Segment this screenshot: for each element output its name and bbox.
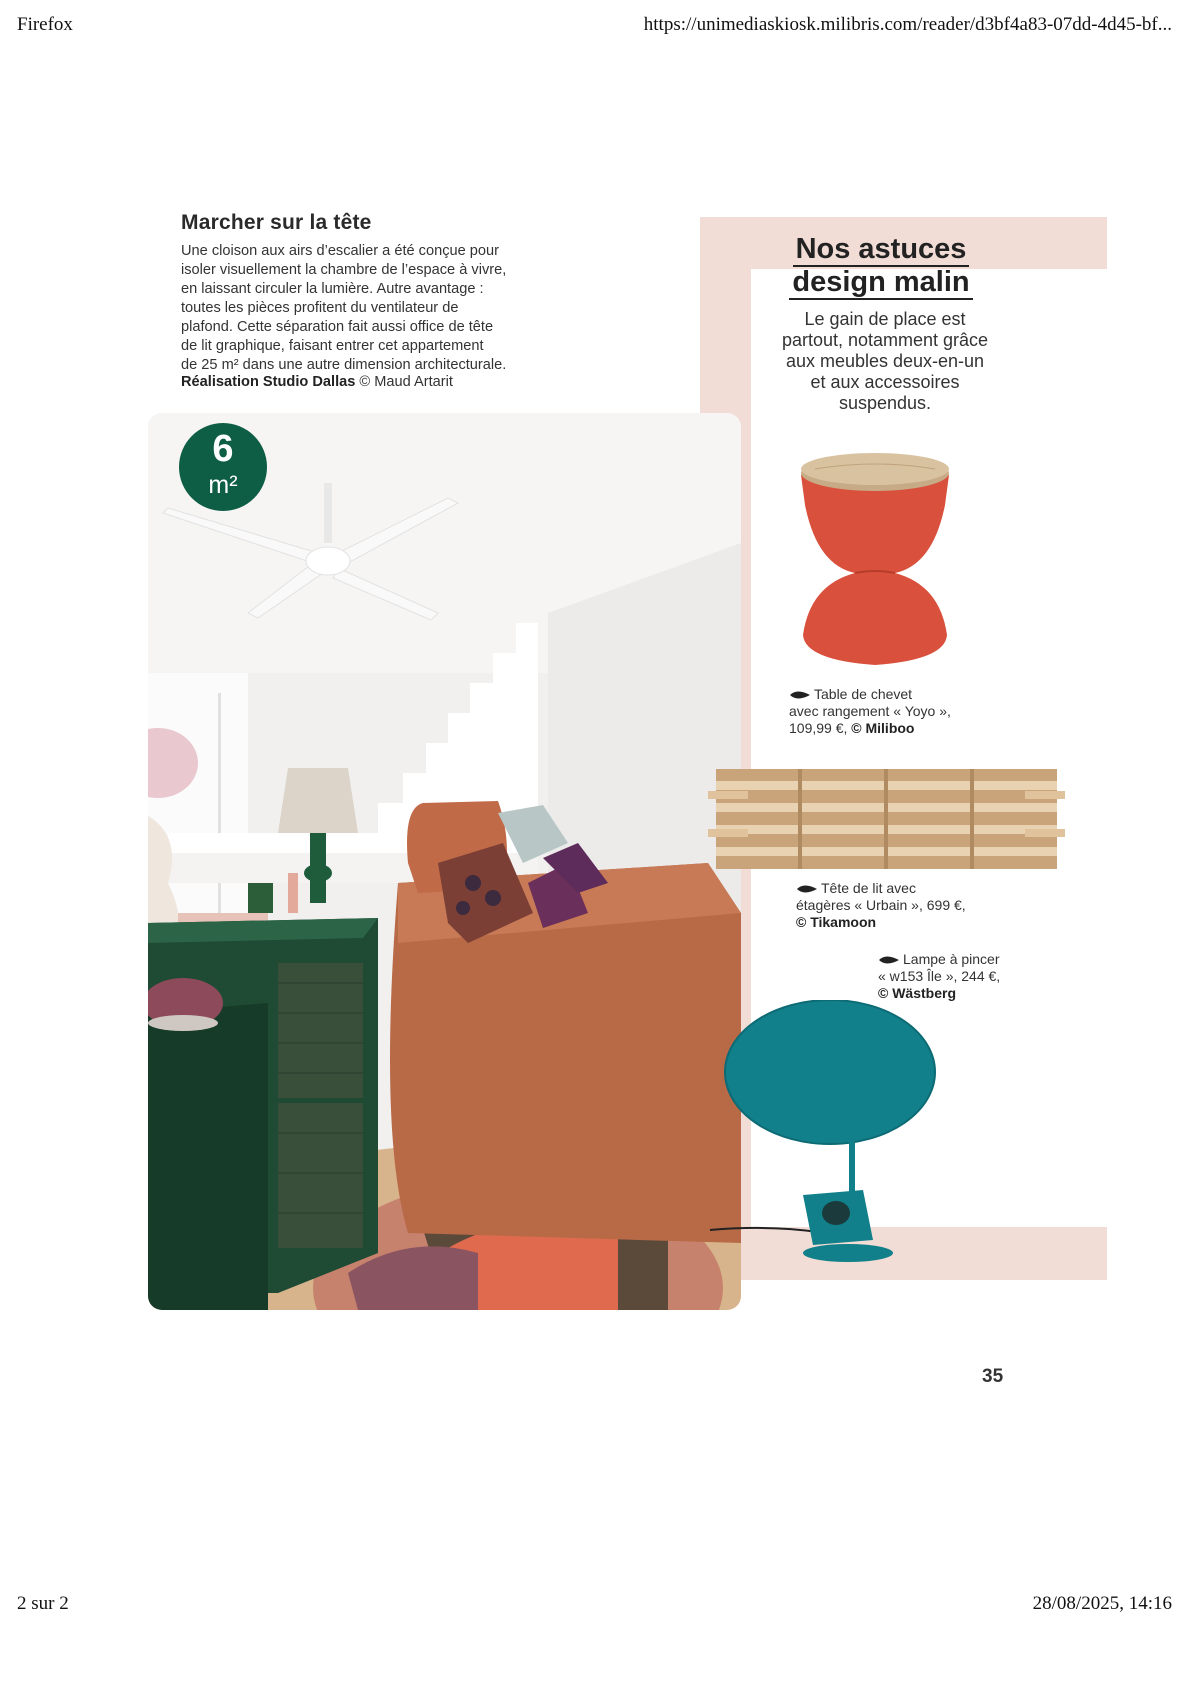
caption-line: Table de chevet bbox=[814, 686, 913, 702]
bedroom-illustration bbox=[148, 413, 741, 1310]
surface-badge bbox=[179, 423, 267, 511]
bedside-table-image bbox=[795, 445, 955, 675]
page-number: 35 bbox=[982, 1366, 1004, 1387]
browser-url: https://unimediaskiosk.milibris.com/reader/d3bf4a83-07dd-4d45-bf... bbox=[643, 14, 1172, 35]
headboard-image bbox=[708, 769, 1065, 869]
sidebar-intro bbox=[755, 309, 1015, 414]
lamp-caption bbox=[878, 951, 1048, 1002]
caption-line: « w153 Île », 244 €, bbox=[878, 968, 1001, 984]
sidebar-title-line: design malin bbox=[789, 267, 972, 300]
clamp-lamp-image bbox=[708, 1000, 958, 1265]
caption-credit: © Miliboo bbox=[851, 720, 915, 736]
headboard-caption bbox=[796, 880, 1006, 931]
intro-line: Le gain de place est bbox=[804, 309, 966, 329]
article-credit bbox=[181, 374, 453, 390]
leaf-bullet-icon bbox=[789, 689, 811, 701]
badge-number: 6 bbox=[212, 428, 234, 470]
article-body-line: Une cloison aux airs d’escalier a été conçue pour bbox=[181, 243, 499, 259]
bedroom-photo bbox=[148, 413, 741, 1310]
article-body bbox=[181, 242, 581, 375]
sidebar-title-line: Nos astuces bbox=[793, 234, 970, 267]
caption-price: 109,99 €, bbox=[789, 720, 852, 736]
article-title: Marcher sur la tête bbox=[181, 211, 372, 234]
browser-app-name: Firefox bbox=[17, 14, 73, 35]
caption-line: étagères « Urbain », 699 €, bbox=[796, 897, 966, 913]
bedside-table-caption bbox=[789, 686, 989, 737]
sidebar-title bbox=[751, 234, 1011, 300]
badge-unit: m² bbox=[208, 471, 238, 499]
intro-line: et aux accessoires bbox=[810, 372, 960, 392]
intro-line: partout, notamment grâce bbox=[781, 330, 989, 350]
credit-studio: Réalisation Studio Dallas bbox=[181, 374, 356, 390]
article-body-line: de lit graphique, faisant entrer cet appartement bbox=[181, 338, 484, 354]
intro-line: suspendus. bbox=[838, 393, 932, 413]
article-body-line: de 25 m² dans une autre dimension architecturale. bbox=[181, 357, 507, 373]
page-indicator: 2 sur 2 bbox=[17, 1593, 69, 1614]
caption-credit: © Wästberg bbox=[878, 985, 956, 1001]
article-body-line: toutes les pièces profitent du ventilateur de bbox=[181, 300, 459, 316]
leaf-bullet-icon bbox=[878, 954, 900, 966]
caption-line: avec rangement « Yoyo », bbox=[789, 703, 951, 719]
caption-line: Lampe à pincer bbox=[903, 951, 1000, 967]
leaf-bullet-icon bbox=[796, 883, 818, 895]
article-body-line: en laissant circuler la lumière. Autre avantage : bbox=[181, 281, 484, 297]
article-body-line: plafond. Cette séparation fait aussi office de tête bbox=[181, 319, 494, 335]
caption-credit: © Tikamoon bbox=[796, 914, 877, 930]
caption-line: Tête de lit avec bbox=[821, 880, 916, 896]
print-datetime: 28/08/2025, 14:16 bbox=[1032, 1593, 1172, 1614]
intro-line: aux meubles deux-en-un bbox=[785, 351, 985, 371]
credit-photographer: © Maud Artarit bbox=[355, 374, 453, 390]
article-body-line: isoler visuellement la chambre de l’espace à vivre, bbox=[181, 262, 507, 278]
